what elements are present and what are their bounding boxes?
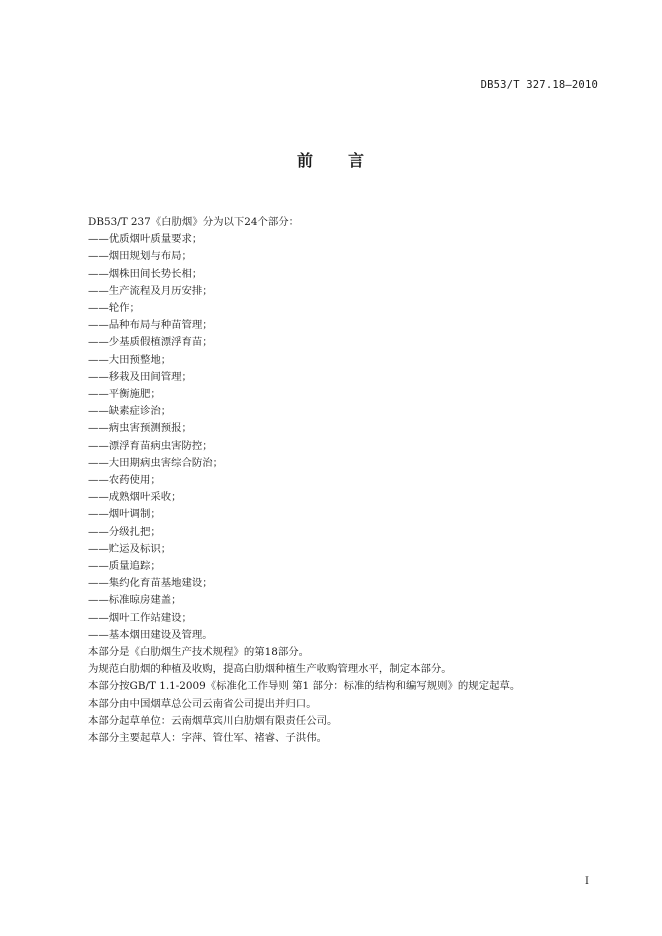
body-line: ——烟叶调制； xyxy=(88,508,161,521)
body-line: 本部分起草单位：云南烟草宾川白肋烟有限责任公司。 xyxy=(88,714,338,727)
title-char-2: 言 xyxy=(348,151,366,170)
body-line: ——生产流程及月历安排； xyxy=(88,284,213,297)
body-line: 本部分按GB/T 1.1-2009《标准化工作导则 第1 部分：标准的结构和编写规则》的规定起草。 xyxy=(88,680,521,693)
body-line: ——贮运及标识； xyxy=(88,542,172,555)
body-line: ——缺素症诊治； xyxy=(88,405,172,418)
foreword-body xyxy=(88,214,588,747)
body-line: DB53/T 237《白肋烟》分为以下24个部分： xyxy=(88,216,300,228)
body-line: ——质量追踪； xyxy=(88,560,161,573)
body-line: 为规范白肋烟的种植及收购，提高白肋烟种植生产收购管理水平，制定本部分。 xyxy=(88,663,452,676)
body-line: ——品种布局与种苗管理； xyxy=(88,319,213,332)
body-line: ——少基质假植漂浮育苗； xyxy=(88,336,213,349)
body-line: ——轮作； xyxy=(88,302,140,315)
body-line: ——成熟烟叶采收； xyxy=(88,491,182,504)
body-line: ——标准晾房建盖； xyxy=(88,594,182,607)
body-line: ——大田预整地； xyxy=(88,353,172,366)
document-code: DB53/T 327.18—2010 xyxy=(480,79,598,91)
body-line: ——移栽及田间管理； xyxy=(88,370,192,383)
body-line: ——漂浮育苗病虫害防控； xyxy=(88,439,213,452)
body-line: ——集约化育苗基地建设； xyxy=(88,577,213,590)
body-line: ——烟田规划与布局； xyxy=(88,250,192,263)
body-line: ——烟株田间长势长相； xyxy=(88,267,203,280)
body-line: ——分级扎把； xyxy=(88,525,161,538)
body-line: ——优质烟叶质量要求； xyxy=(88,233,203,246)
page-number: I xyxy=(585,876,589,887)
body-line: 本部分主要起草人：字萍、管仕军、褚睿、子洪伟。 xyxy=(88,732,327,745)
body-line: 本部分是《白肋烟生产技术规程》的第18部分。 xyxy=(88,646,310,659)
page-title xyxy=(0,148,662,171)
body-line: ——大田期病虫害综合防治； xyxy=(88,456,224,469)
body-line: ——病虫害预测预报； xyxy=(88,422,192,435)
body-line: ——基本烟田建设及管理。 xyxy=(88,628,213,641)
title-char-1: 前 xyxy=(296,151,314,170)
body-line: ——农药使用； xyxy=(88,474,161,487)
body-line: 本部分由中国烟草总公司云南省公司提出并归口。 xyxy=(88,697,317,710)
body-line: ——平衡施肥； xyxy=(88,388,161,401)
body-line: ——烟叶工作站建设； xyxy=(88,611,192,624)
